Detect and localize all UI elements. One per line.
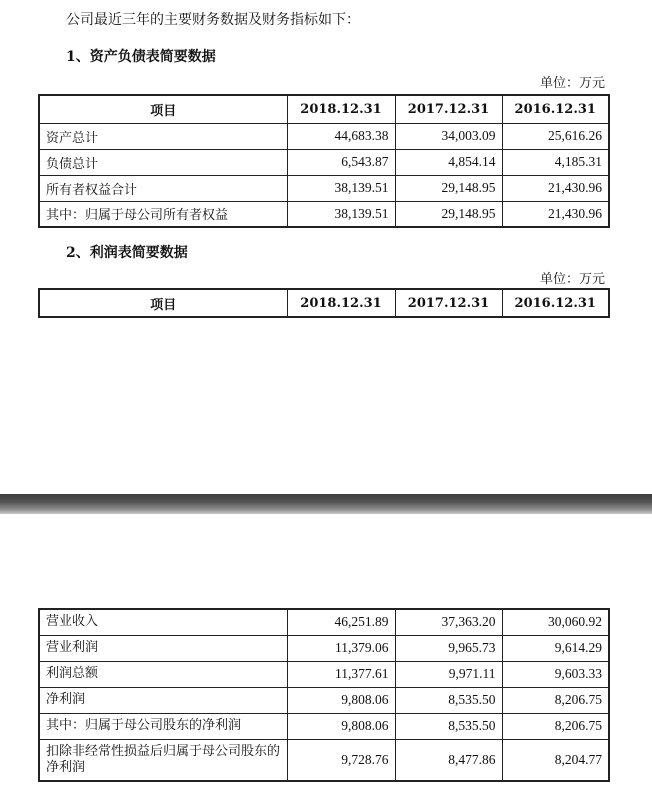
column-header: 2016.12.31 <box>502 95 609 123</box>
table-row <box>39 713 609 739</box>
cell-value: 37,363.20 <box>395 609 502 635</box>
column-header: 2018.12.31 <box>287 95 395 123</box>
balance-sheet-unit: 单位：万元 <box>540 76 606 91</box>
cell-value: 4,854.14 <box>395 149 502 175</box>
cell-value: 11,379.06 <box>287 635 395 661</box>
cell-value: 38,139.51 <box>287 201 395 227</box>
cell-value: 34,003.09 <box>395 123 502 149</box>
table-row <box>39 739 609 781</box>
cell-value: 8,477.86 <box>395 739 502 781</box>
cell-value: 9,728.76 <box>287 739 395 781</box>
row-label: 扣除非经常性损益后归属于母公司股东的净利润 <box>39 739 287 781</box>
table-row <box>39 201 609 227</box>
row-label: 资产总计 <box>39 123 287 149</box>
row-label: 负债总计 <box>39 149 287 175</box>
cell-value: 38,139.51 <box>287 175 395 201</box>
cell-value: 21,430.96 <box>502 201 609 227</box>
balance-sheet-table <box>38 94 610 228</box>
table-row <box>39 149 609 175</box>
cell-value: 44,683.38 <box>287 123 395 149</box>
row-label: 营业利润 <box>39 635 287 661</box>
cell-value: 8,535.50 <box>395 713 502 739</box>
column-header: 2017.12.31 <box>395 95 502 123</box>
table-row <box>39 635 609 661</box>
row-label: 所有者权益合计 <box>39 175 287 201</box>
cell-value: 30,060.92 <box>502 609 609 635</box>
row-label: 营业收入 <box>39 609 287 635</box>
column-header: 2018.12.31 <box>287 289 395 317</box>
table-header-row <box>39 289 609 317</box>
cell-value: 8,206.75 <box>502 713 609 739</box>
column-header: 项目 <box>39 95 287 123</box>
cell-value: 29,148.95 <box>395 175 502 201</box>
cell-value: 8,535.50 <box>395 687 502 713</box>
table-row <box>39 661 609 687</box>
balance-sheet-heading: 1、资产负债表简要数据 <box>66 49 216 65</box>
cell-value: 8,204.77 <box>502 739 609 781</box>
income-statement-header-table <box>38 288 610 318</box>
income-statement-table <box>38 608 610 782</box>
row-label: 其中：归属于母公司股东的净利润 <box>39 713 287 739</box>
cell-value: 21,430.96 <box>502 175 609 201</box>
table-row <box>39 175 609 201</box>
cell-value: 6,543.87 <box>287 149 395 175</box>
income-statement-heading: 2、利润表简要数据 <box>66 245 188 261</box>
income-statement-unit: 单位：万元 <box>540 272 606 287</box>
table-header-row <box>39 95 609 123</box>
row-label: 利润总额 <box>39 661 287 687</box>
cell-value: 9,808.06 <box>287 713 395 739</box>
intro-text: 公司最近三年的主要财务数据及财务指标如下： <box>66 12 360 28</box>
cell-value: 8,206.75 <box>502 687 609 713</box>
row-label: 其中：归属于母公司所有者权益 <box>39 201 287 227</box>
cell-value: 9,614.29 <box>502 635 609 661</box>
column-header: 项目 <box>39 289 287 317</box>
table-row <box>39 123 609 149</box>
table-row <box>39 609 609 635</box>
table-row <box>39 687 609 713</box>
cell-value: 9,808.06 <box>287 687 395 713</box>
row-label: 净利润 <box>39 687 287 713</box>
column-header: 2016.12.31 <box>502 289 609 317</box>
cell-value: 9,971.11 <box>395 661 502 687</box>
cell-value: 29,148.95 <box>395 201 502 227</box>
cell-value: 9,603.33 <box>502 661 609 687</box>
page-break-band <box>0 494 652 514</box>
cell-value: 11,377.61 <box>287 661 395 687</box>
column-header: 2017.12.31 <box>395 289 502 317</box>
cell-value: 25,616.26 <box>502 123 609 149</box>
cell-value: 9,965.73 <box>395 635 502 661</box>
cell-value: 4,185.31 <box>502 149 609 175</box>
cell-value: 46,251.89 <box>287 609 395 635</box>
